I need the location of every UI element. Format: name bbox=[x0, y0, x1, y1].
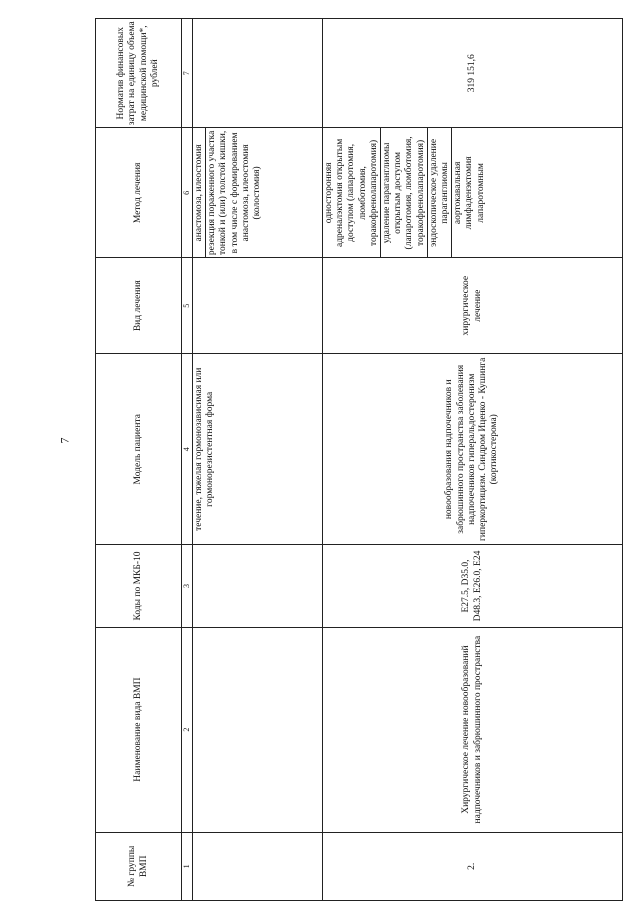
vmp-table bbox=[95, 18, 623, 901]
column-number: 1 bbox=[182, 832, 193, 900]
patient-model: новообразования надпочечников и забрюшинного пространства заболевания надпочечников гиперальдостеронизм гиперкортицизм. Синдром Иценко - Кушинга (кортикостерома) bbox=[323, 354, 623, 545]
column-number: 4 bbox=[182, 354, 193, 545]
page-number: 7 bbox=[57, 437, 72, 444]
header-cost-norm: Норматив финансовых затрат на единицу объема медицинской помощи*, рублей bbox=[96, 19, 182, 128]
treatment-method: аортокавальная лимфаденэктомия лапаротомным bbox=[451, 128, 487, 257]
column-number: 2 bbox=[182, 627, 193, 832]
vmp-name: Хирургическое лечение новообразований надпочечников и забрюшинного пространства bbox=[323, 627, 623, 832]
column-number: 5 bbox=[182, 258, 193, 354]
treatment-type: хирургическое лечение bbox=[323, 258, 623, 354]
icd-codes: E27.5, D35.0, D48.3, E26.0, E24 bbox=[323, 545, 623, 627]
header-patient-model: Модель пациента bbox=[96, 354, 182, 545]
column-number-row bbox=[182, 19, 193, 901]
prev-method: резекция пораженного участка тонкой и (или) толстой кишки, в том числе с формированием анастомоза, илеостомия (колостомия) bbox=[205, 128, 263, 257]
header-treatment-method: Метод лечения bbox=[96, 128, 182, 258]
prev-patient-model: течение, тяжелая гормонозависимая или гормонорезистентная форма bbox=[193, 354, 323, 545]
cost-value: 319 151,6 bbox=[323, 19, 623, 128]
prev-method: анастомоза, илеостомия bbox=[194, 144, 205, 242]
header-treatment-type: Вид лечения bbox=[96, 258, 182, 354]
column-number: 6 bbox=[182, 128, 193, 258]
column-number: 3 bbox=[182, 545, 193, 627]
treatment-method: эндоскопическое удаление параганглиомы bbox=[427, 128, 451, 257]
treatment-method: удаление параганглиомы открытым доступом (лапаротомия, люмботомия, торакофренолапаротомия) bbox=[380, 128, 427, 257]
header-vmp-name: Наименование вида ВМП bbox=[96, 627, 182, 832]
prev-method-cell bbox=[193, 128, 323, 258]
method-cell bbox=[323, 128, 623, 258]
header-group-number: № группы ВМП bbox=[96, 832, 182, 900]
group-number: 2. bbox=[323, 832, 623, 900]
header-row bbox=[96, 19, 182, 901]
column-number: 7 bbox=[182, 19, 193, 128]
header-icd-codes: Коды по МКБ-10 bbox=[96, 545, 182, 627]
table-row bbox=[323, 19, 623, 901]
treatment-method: односторонняя адреналэктомия открытым доступом (лапаротомия, люмботомия, торакофренолапаротомия) bbox=[324, 138, 379, 247]
continuation-row bbox=[193, 19, 323, 901]
rotated-table-page bbox=[95, 18, 623, 901]
